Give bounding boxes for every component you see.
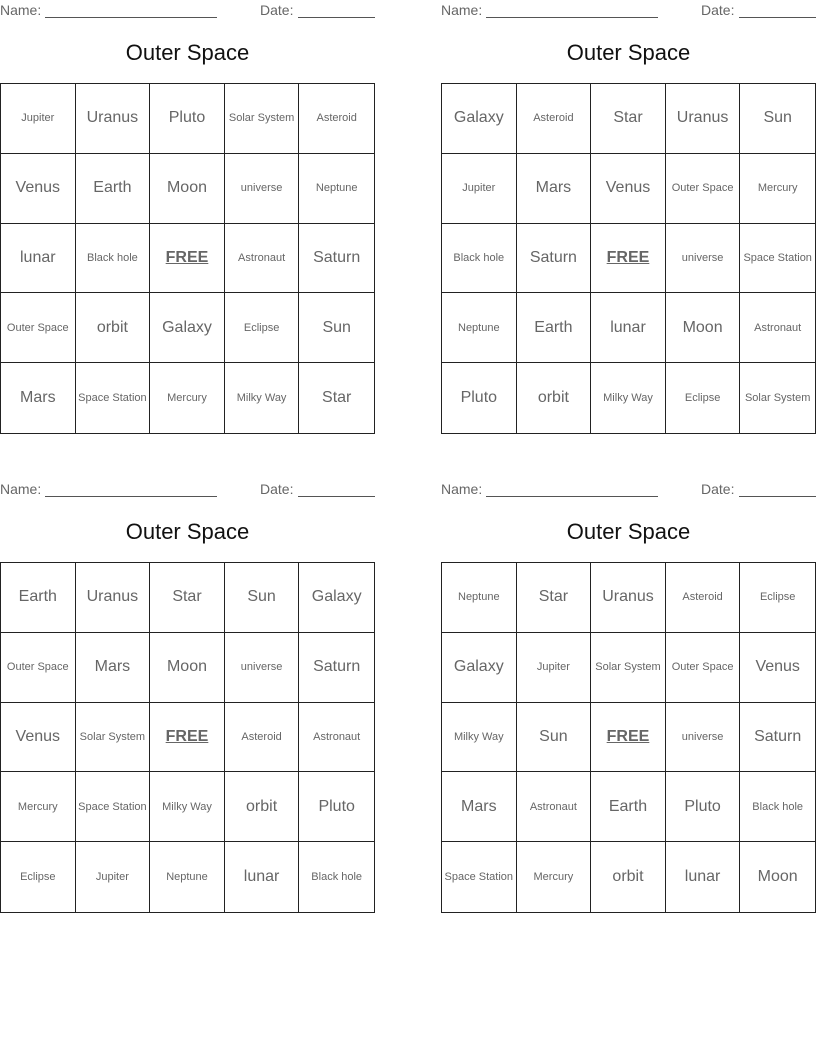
bingo-cell: Mercury <box>150 363 225 433</box>
free-space-cell: FREE <box>150 703 225 773</box>
bingo-cell: Milky Way <box>225 363 300 433</box>
bingo-cell: Asteroid <box>299 84 374 154</box>
bingo-cell: Asteroid <box>225 703 300 773</box>
bingo-cell: orbit <box>591 842 666 912</box>
bingo-cell: Neptune <box>299 154 374 224</box>
bingo-cell: Pluto <box>150 84 225 154</box>
bingo-cell: Uranus <box>666 84 741 154</box>
bingo-cell: Outer Space <box>666 154 741 224</box>
bingo-cell: Mercury <box>517 842 592 912</box>
bingo-cell: Moon <box>666 293 741 363</box>
bingo-cell: Mars <box>1 363 76 433</box>
bingo-cell: Neptune <box>442 563 517 633</box>
bingo-card-1 <box>0 0 375 435</box>
bingo-cell: orbit <box>517 363 592 433</box>
bingo-cell: Astronaut <box>299 703 374 773</box>
bingo-cell: Space Station <box>740 224 815 294</box>
bingo-cell: Mercury <box>740 154 815 224</box>
bingo-grid <box>0 83 375 434</box>
bingo-cell: universe <box>225 633 300 703</box>
bingo-cell: Star <box>591 84 666 154</box>
free-space-cell: FREE <box>591 224 666 294</box>
bingo-cell: Jupiter <box>517 633 592 703</box>
card-header <box>0 481 375 499</box>
bingo-cell: Outer Space <box>1 293 76 363</box>
bingo-cell: Black hole <box>442 224 517 294</box>
bingo-card-2 <box>441 0 816 435</box>
card-title: Outer Space <box>125 40 250 65</box>
bingo-cell: Astronaut <box>740 293 815 363</box>
bingo-cell: Galaxy <box>442 84 517 154</box>
name-label: Name: <box>0 481 42 497</box>
bingo-cell: Eclipse <box>225 293 300 363</box>
bingo-cell: Solar System <box>225 84 300 154</box>
bingo-cell: Sun <box>517 703 592 773</box>
bingo-cell: Asteroid <box>666 563 741 633</box>
card-header <box>0 2 375 20</box>
bingo-cell: Asteroid <box>517 84 592 154</box>
bingo-cell: Black hole <box>76 224 151 294</box>
name-blank <box>486 496 658 497</box>
name-label: Name: <box>441 2 483 18</box>
bingo-cell: Mars <box>517 154 592 224</box>
bingo-cell: Uranus <box>591 563 666 633</box>
bingo-grid <box>441 83 816 434</box>
bingo-cell: Earth <box>1 563 76 633</box>
bingo-cell: Sun <box>740 84 815 154</box>
bingo-cell: Eclipse <box>740 563 815 633</box>
bingo-cell: Jupiter <box>1 84 76 154</box>
bingo-cell: Earth <box>591 772 666 842</box>
free-space-cell: FREE <box>150 224 225 294</box>
bingo-cell: Space Station <box>76 772 151 842</box>
bingo-cell: Uranus <box>76 84 151 154</box>
bingo-cell: Neptune <box>150 842 225 912</box>
bingo-cell: Jupiter <box>442 154 517 224</box>
bingo-cell: Galaxy <box>299 563 374 633</box>
bingo-cell: universe <box>666 703 741 773</box>
name-blank <box>45 496 217 497</box>
bingo-cell: Outer Space <box>1 633 76 703</box>
bingo-cell: Earth <box>517 293 592 363</box>
bingo-cell: Black hole <box>311 871 363 884</box>
bingo-cell: lunar <box>1 224 76 294</box>
bingo-cell: Solar System <box>591 633 666 703</box>
bingo-cell: Solar System <box>76 703 151 773</box>
date-blank <box>739 17 816 18</box>
bingo-cell: Moon <box>150 633 225 703</box>
bingo-cell: Outer Space <box>666 633 741 703</box>
bingo-cell: Mars <box>76 633 151 703</box>
card-title: Outer Space <box>125 519 250 544</box>
bingo-cell: Star <box>150 563 225 633</box>
bingo-cell: Star <box>322 389 352 407</box>
bingo-cell: Sun <box>225 563 300 633</box>
bingo-cell: Milky Way <box>591 363 666 433</box>
card-header <box>441 2 816 20</box>
date-blank <box>298 496 375 497</box>
bingo-cell: Eclipse <box>1 842 76 912</box>
bingo-cell: Galaxy <box>442 633 517 703</box>
bingo-cell: Venus <box>591 154 666 224</box>
bingo-card-3 <box>0 479 375 914</box>
bingo-cell: Space Station <box>442 842 517 912</box>
bingo-cell: Mercury <box>1 772 76 842</box>
bingo-cell: Saturn <box>299 633 374 703</box>
bingo-cell: Venus <box>1 703 76 773</box>
bingo-cell: lunar <box>666 842 741 912</box>
bingo-cell: Sun <box>299 293 374 363</box>
bingo-cell: Moon <box>150 154 225 224</box>
bingo-cell: Black hole <box>740 772 815 842</box>
bingo-cell: Astronaut <box>225 224 300 294</box>
name-blank <box>45 17 217 18</box>
bingo-cell: Astronaut <box>517 772 592 842</box>
bingo-cell: universe <box>666 224 741 294</box>
bingo-cell: orbit <box>225 772 300 842</box>
bingo-cell: Earth <box>76 154 151 224</box>
name-blank <box>486 17 658 18</box>
bingo-cell: Milky Way <box>150 772 225 842</box>
date-label: Date: <box>260 2 294 18</box>
bingo-cell: Pluto <box>299 772 374 842</box>
bingo-cell: Star <box>517 563 592 633</box>
bingo-cell: Mars <box>442 772 517 842</box>
bingo-grid <box>0 562 375 913</box>
bingo-cell: Saturn <box>740 703 815 773</box>
bingo-cell: Venus <box>740 633 815 703</box>
bingo-cell: lunar <box>225 842 300 912</box>
date-label: Date: <box>701 2 735 18</box>
bingo-card-4 <box>441 479 816 914</box>
bingo-cell: orbit <box>76 293 151 363</box>
name-label: Name: <box>0 2 42 18</box>
bingo-cell: Milky Way <box>442 703 517 773</box>
bingo-cell: Solar System <box>744 392 811 405</box>
bingo-cell: Moon <box>757 868 798 886</box>
date-blank <box>739 496 816 497</box>
bingo-cell: Galaxy <box>150 293 225 363</box>
bingo-cell: Saturn <box>299 224 374 294</box>
bingo-cell: Jupiter <box>76 842 151 912</box>
date-blank <box>298 17 375 18</box>
bingo-cell: Venus <box>1 154 76 224</box>
bingo-grid <box>441 562 816 913</box>
bingo-cell: lunar <box>591 293 666 363</box>
bingo-cell: universe <box>225 154 300 224</box>
bingo-cell: Space Station <box>76 363 151 433</box>
date-label: Date: <box>701 481 735 497</box>
bingo-cell: Pluto <box>442 363 517 433</box>
bingo-cell: Uranus <box>76 563 151 633</box>
name-label: Name: <box>441 481 483 497</box>
free-space-cell: FREE <box>591 703 666 773</box>
card-title: Outer Space <box>566 40 691 65</box>
bingo-cell: Eclipse <box>666 363 741 433</box>
bingo-cell: Pluto <box>666 772 741 842</box>
date-label: Date: <box>260 481 294 497</box>
bingo-cell: Saturn <box>517 224 592 294</box>
bingo-cell: Neptune <box>442 293 517 363</box>
card-header <box>441 481 816 499</box>
card-title: Outer Space <box>566 519 691 544</box>
